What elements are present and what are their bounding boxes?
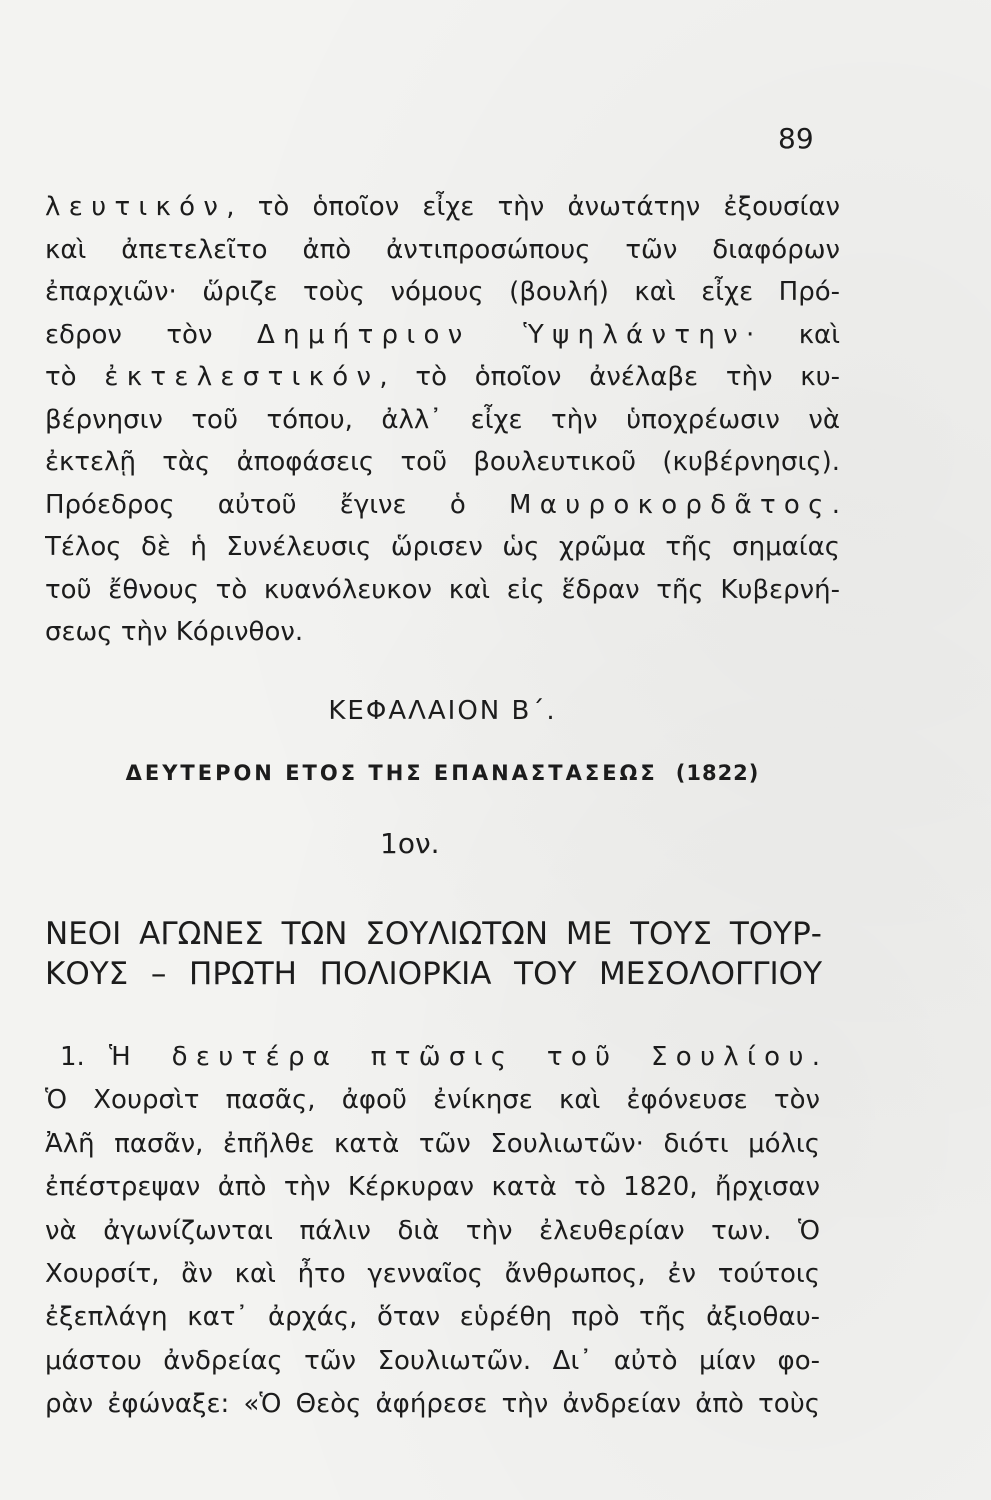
- text-line: [45, 1296, 820, 1339]
- section-title: [45, 914, 822, 994]
- text-run: εδρον τὸν: [45, 319, 257, 350]
- text-line: [45, 569, 840, 612]
- text-run: Ἀλῆ πασᾶν, ἐπῆλθε κατὰ τῶν Σουλιωτῶν· διότι μόλις: [45, 1128, 820, 1159]
- text-line: [45, 526, 840, 569]
- section-number: 1ον.: [380, 827, 440, 860]
- text-run: ἐξεπλάγη κατ᾿ ἀρχάς, ὅταν εὑρέθη πρὸ τῆς ἀξιοθαυ-: [45, 1302, 820, 1333]
- text-line: [45, 399, 840, 442]
- spaced-emphasis: λευτικόν: [45, 192, 227, 222]
- text-run: ἐπαρχιῶν· ὥριζε τοὺς νόμους (βουλή) καὶ εἶχε Πρό-: [45, 277, 840, 307]
- text-run: Τέλος δὲ ἡ Συνέλευσις ὥρισεν ὡς χρῶμα τῆς σημαίας: [45, 532, 840, 562]
- text-run: μάστου ἀνδρείας τῶν Σουλιωτῶν. Δι᾿ αὐτὸ μίαν φο-: [45, 1345, 820, 1376]
- text-line: [45, 1253, 820, 1296]
- spaced-emphasis: Ἡ δευτέρα πτῶσις τοῦ Σουλίου: [109, 1042, 812, 1072]
- text-run: .: [831, 489, 840, 520]
- text-line: [45, 1036, 820, 1079]
- text-line: [45, 441, 840, 484]
- text-run: ἐπέστρεψαν ἀπὸ τὴν Κέρκυραν κατὰ τὸ 1820, ἤρχισαν: [45, 1172, 820, 1203]
- spaced-emphasis: ἐκτελεστικόν: [104, 362, 380, 392]
- spaced-emphasis: Δημήτριον Ὑψηλάντην: [257, 319, 746, 350]
- chapter-subtitle: [45, 758, 840, 788]
- text-line: [45, 1079, 820, 1122]
- chapter-year: (1822): [675, 761, 760, 785]
- spaced-emphasis: Μαυροκορδᾶτος: [508, 489, 832, 520]
- section-title-line: ΝΕΟΙ ΑΓΩΝΕΣ ΤΩΝ ΣΟΥΛΙΩΤΩΝ ΜΕ ΤΟΥΣ ΤΟΥΡ-: [45, 916, 822, 952]
- text-line: [45, 611, 840, 654]
- chapter-subtitle-text: ΔΕΥΤΕΡΟΝ ΕΤΟΣ ΤΗΣ ΕΠΑΝΑΣΤΑΣΕΩΣ: [125, 761, 658, 785]
- text-run: Ὁ Χουρσὶτ πασᾶς, ἀφοῦ ἐνίκησε καὶ ἐφόνευσε τὸν: [45, 1085, 820, 1116]
- passage-continued: [45, 186, 840, 654]
- chapter-label: ΚΕΦΑΛΑΙΟΝ Β΄.: [328, 696, 557, 726]
- text-run: · καὶ: [745, 319, 840, 350]
- text-line: [45, 1123, 820, 1166]
- text-line: [45, 1340, 820, 1383]
- text-run: τοῦ ἔθνους τὸ κυανόλευκον καὶ εἰς ἕδραν τῆς Κυβερνή-: [45, 574, 840, 605]
- text-run: .: [811, 1042, 820, 1072]
- text-run: Χουρσίτ, ἂν καὶ ἦτο γενναῖος ἄνθρωπος, ἐν τούτοις: [45, 1258, 820, 1289]
- text-line: [45, 229, 840, 272]
- text-run: , τὸ ὁποῖον ἀνέλαβε τὴν κυ-: [379, 362, 840, 392]
- text-line: [45, 1383, 820, 1426]
- text-run: Πρόεδρος αὐτοῦ ἔγινε ὁ: [45, 489, 509, 520]
- section-title-line: ΚΟΥΣ – ΠΡΩΤΗ ΠΟΛΙΟΡΚΙΑ ΤΟΥ ΜΕΣΟΛΟΓΓΙΟΥ: [45, 956, 822, 992]
- text-line: [45, 484, 840, 527]
- text-run: τὸ: [45, 362, 105, 392]
- text-line: [45, 1210, 820, 1253]
- text-line: [45, 1166, 820, 1209]
- paragraph-number: 1.: [60, 1042, 110, 1072]
- text-run: νὰ ἀγωνίζωνται πάλιν διὰ τὴν ἐλευθερίαν των. Ὁ: [45, 1215, 820, 1246]
- text-run: καὶ ἀπετελεῖτο ἀπὸ ἀντιπροσώπους τῶν διαφόρων: [45, 234, 840, 265]
- text-line: [45, 186, 840, 229]
- text-run: βέρνησιν τοῦ τόπου, ἀλλ᾿ εἶχε τὴν ὑποχρέωσιν νὰ: [45, 404, 840, 435]
- text-run: σεως τὴν Κόρινθον.: [45, 617, 304, 647]
- paragraph-souli: [45, 1036, 820, 1427]
- text-run: ἐκτελῇ τὰς ἀποφάσεις τοῦ βουλευτικοῦ (κυβέρνησις).: [45, 447, 840, 477]
- text-line: [45, 314, 840, 357]
- page-number: 89: [778, 122, 814, 155]
- text-run: ρὰν ἐφώναξε: «Ὁ Θεὸς ἀφήρεσε τὴν ἀνδρείαν ἀπὸ τοὺς: [45, 1389, 820, 1420]
- text-line: [45, 271, 840, 314]
- text-line: [45, 356, 840, 399]
- text-run: , τὸ ὁποῖον εἶχε τὴν ἀνωτάτην ἐξουσίαν: [226, 192, 840, 222]
